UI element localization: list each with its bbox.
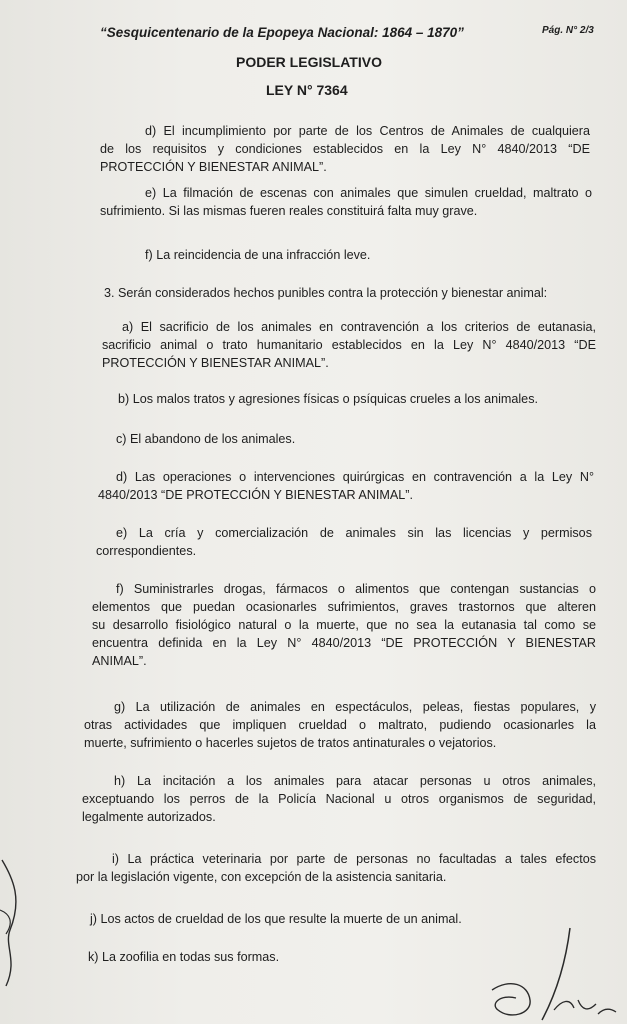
- paragraph-j-cruelty-death: j) Los actos de crueldad de los que resulte la muerte de un animal.: [90, 912, 462, 926]
- paragraph-f-recidivism: f) La reincidencia de una infracción leve.: [145, 248, 371, 262]
- legislative-body-title: PODER LEGISLATIVO: [236, 54, 382, 70]
- paragraph-b-mistreatment: b) Los malos tratos y agresiones físicas o psíquicas crueles a los animales.: [118, 392, 538, 406]
- commemorative-motto: “Sesquicentenario de la Epopeya Nacional: 1864 – 1870”: [100, 25, 464, 40]
- section-3-heading: 3. Serán considerados hechos punibles contra la protección y bienestar animal:: [104, 286, 548, 300]
- paragraph-g-spectacles: g) La utilización de animales en espectáculos, peleas, fiestas populares, y otras actividades que impliquen crueldad o maltrato, pudiendo ocasionarles la muerte, sufrimiento o hacerles sujetos de tratos antinaturales o vejatorios.: [84, 700, 596, 750]
- right-signature-mark: [470, 920, 627, 1024]
- law-number: LEY N° 7364: [266, 82, 348, 98]
- left-signature-mark: [0, 850, 40, 990]
- paragraph-h-incitement: h) La incitación a los animales para atacar personas u otros animales, exceptuando los perros de la Policía Nacional u otros organismos de seguridad, legalmente autorizados.: [82, 774, 596, 824]
- paragraph-e-filming: e) La filmación de escenas con animales que simulen crueldad, maltrato o sufrimiento. Si las mismas fueren reales constituirá falta muy grave.: [100, 186, 592, 218]
- paragraph-d-surgery: d) Las operaciones o intervenciones quirúrgicas en contravención a la Ley N° 4840/2013 “DE PROTECCIÓN Y BIENESTAR ANIMAL”.: [98, 470, 594, 502]
- paragraph-d-infractions: d) El incumplimiento por parte de los Centros de Animales de cualquiera de los requisitos y condiciones establecidos en la Ley N° 4840/2013 “DE PROTECCIÓN Y BIENESTAR ANIMAL”.: [100, 124, 590, 174]
- page-number: Pág. N° 2/3: [542, 25, 594, 36]
- paragraph-k-zoophilia: k) La zoofilia en todas sus formas.: [88, 950, 280, 964]
- paragraph-i-veterinary: i) La práctica veterinaria por parte de personas no facultadas a tales efectos por la legislación vigente, con excepción de la asistencia sanitaria.: [76, 852, 596, 884]
- paragraph-f-drugs: f) Suministrarles drogas, fármacos o alimentos que contengan sustancias o elementos que puedan ocasionarles sufrimientos, graves trastornos que alteren su desarrollo fisiológico natural o la muerte, que no sea la eutanasia tal como se encuentra definida en la Ley N° 4840/2013 “DE PROTECCIÓN Y BIENESTAR ANIMAL”.: [92, 582, 596, 668]
- paragraph-e-breeding: e) La cría y comercialización de animales sin las licencias y permisos correspondientes.: [96, 526, 592, 558]
- paragraph-c-abandonment: c) El abandono de los animales.: [116, 432, 296, 446]
- paragraph-a-sacrifice: a) El sacrificio de los animales en contravención a los criterios de eutanasia, sacrificio animal o trato humanitario establecidos en la Ley N° 4840/2013 “DE PROTECCIÓN Y BIENESTAR ANIMAL”.: [102, 320, 596, 370]
